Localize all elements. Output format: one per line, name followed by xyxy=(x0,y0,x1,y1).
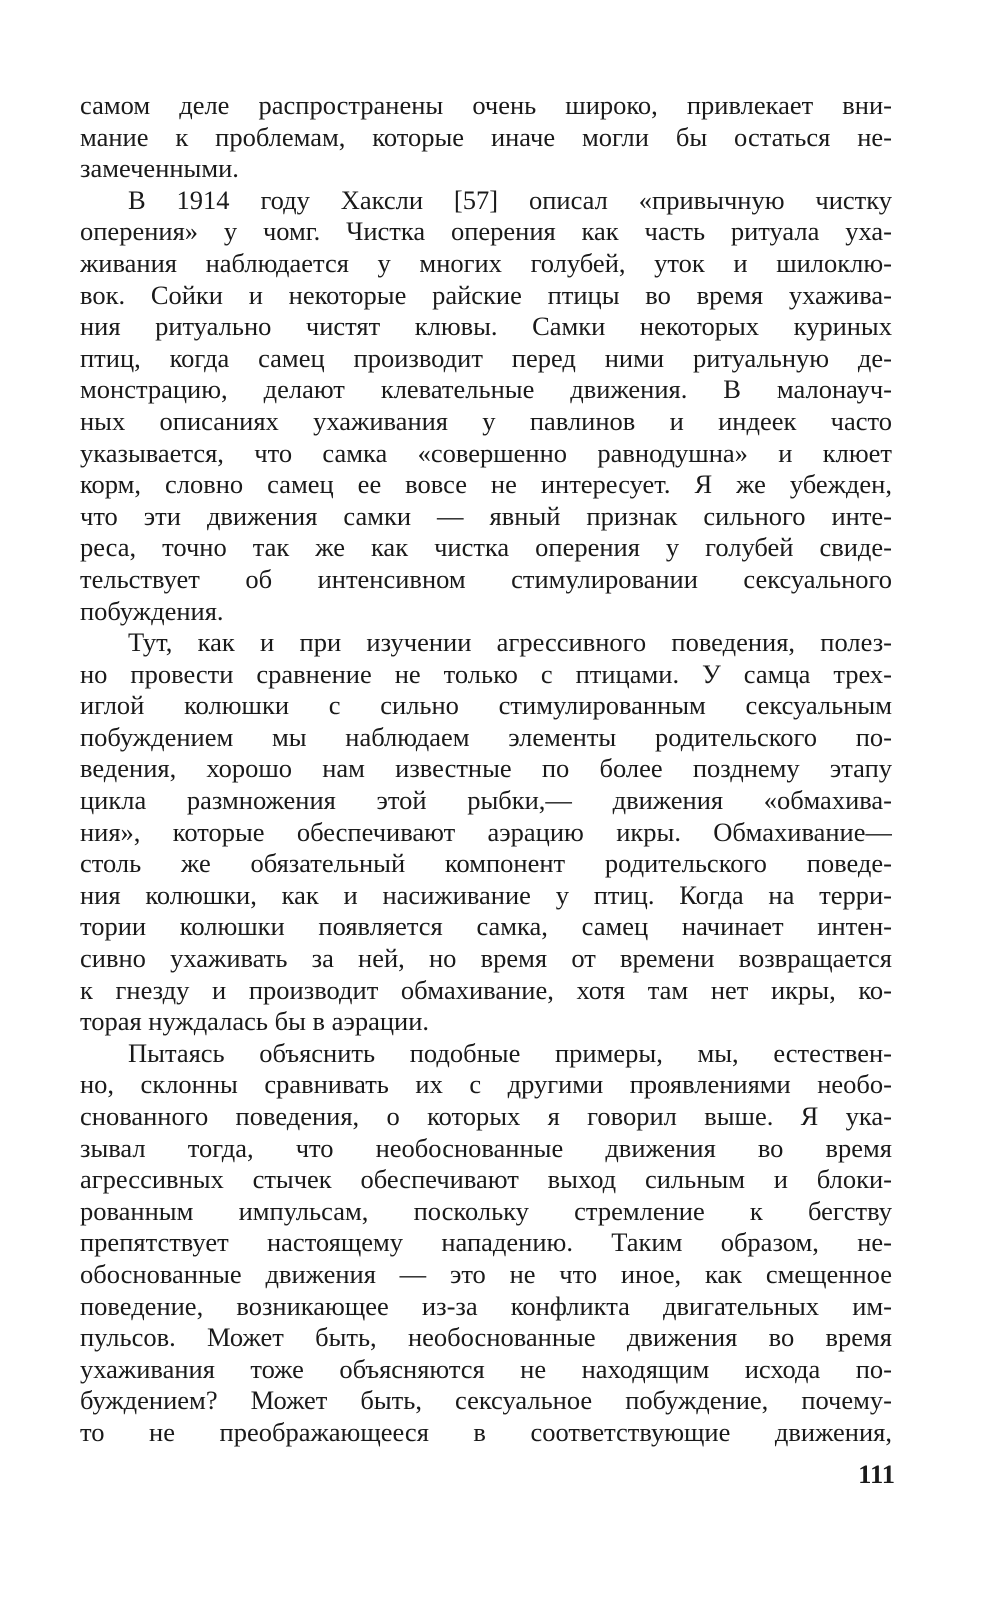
text-line: оперения» у чомг. Чистка оперения как часть ритуала уха- xyxy=(80,216,892,247)
text-line: обоснованные движения — это не что иное, как смещенное xyxy=(80,1258,892,1289)
text-line: вок. Сойки и некоторые райские птицы во время ухажива- xyxy=(80,279,892,310)
paragraph-start-line: В 1914 году Хаксли [57] описал «привычную чистку xyxy=(128,184,892,215)
text-line: ных описаниях ухаживания у павлинов и индеек часто xyxy=(80,405,892,436)
text-line: тории колюшки появляется самка, самец начинает интен- xyxy=(80,911,892,942)
text-line: рованным импульсам, поскольку стремление к бегству xyxy=(80,1195,892,1226)
text-line: что эти движения самки — явный признак сильного инте- xyxy=(80,500,892,531)
text-line: буждением? Может быть, сексуальное побуждение, почему- xyxy=(80,1385,892,1416)
text-line: поведение, возникающее из-за конфликта двигательных им- xyxy=(80,1290,892,1321)
text-line: торая нуждалась бы в аэрации. xyxy=(80,1006,430,1037)
text-line: самом деле распространены очень широко, привлекает вни- xyxy=(80,90,892,120)
text-line: ния колюшки, как и насиживание у птиц. Когда на терри- xyxy=(80,879,892,910)
text-line: указывается, что самка «совершенно равнодушна» и клюет xyxy=(80,437,892,468)
text-line: но, склонны сравнивать их с другими проявлениями необо- xyxy=(80,1069,892,1100)
text-line: ния ритуально чистят клювы. Самки некоторых куриных xyxy=(80,311,892,342)
text-line: препятствует настоящему нападению. Таким образом, не- xyxy=(80,1227,892,1258)
text-line: то не преображающееся в соответствующие движения, xyxy=(80,1416,892,1447)
text-line: замеченными. xyxy=(80,153,239,184)
text-line: ния», которые обеспечивают аэрацию икры. Обмахивание— xyxy=(80,816,892,847)
text-line: пульсов. Может быть, необоснованные движения во время xyxy=(80,1322,892,1353)
text-line: но провести сравнение не только с птицами. У самца трех- xyxy=(80,658,892,689)
text-line: ведения, хорошо нам известные по более позднему этапу xyxy=(80,753,892,784)
text-line: побуждения. xyxy=(80,595,224,626)
text-line: птиц, когда самец производит перед ними ритуальную де- xyxy=(80,342,892,373)
body-text xyxy=(80,90,892,1449)
text-line: реса, точно так же как чистка оперения у голубей свиде- xyxy=(80,532,892,563)
text-line: сивно ухаживать за ней, но время от времени возвращается xyxy=(80,943,892,974)
paragraph-start-line: Пытаясь объяснить подобные примеры, мы, естествен- xyxy=(128,1037,892,1068)
text-line: зывал тогда, что необоснованные движения во время xyxy=(80,1132,892,1163)
text-line: побуждением мы наблюдаем элементы родительского по- xyxy=(80,721,892,752)
text-line: цикла размножения этой рыбки,— движения «обмахива- xyxy=(80,785,892,816)
text-line: иглой колюшки с сильно стимулированным сексуальным xyxy=(80,690,892,721)
text-line: корм, словно самец ее вовсе не интересует. Я же убежден, xyxy=(80,469,892,500)
text-line: живания наблюдается у многих голубей, уток и шилоклю- xyxy=(80,247,892,278)
text-line: мание к проблемам, которые иначе могли бы остаться не- xyxy=(80,121,892,152)
text-line: монстрацию, делают клевательные движения. В малонауч- xyxy=(80,374,892,405)
text-line: столь же обязательный компонент родительского поведе- xyxy=(80,848,892,879)
paragraph-start-line: Тут, как и при изучении агрессивного поведения, полез- xyxy=(128,627,892,658)
page-number: 111 xyxy=(858,1459,895,1489)
text-line: снованного поведения, о которых я говорил выше. Я ука- xyxy=(80,1101,892,1131)
text-line: агрессивных стычек обеспечивают выход сильным и блоки- xyxy=(80,1164,892,1195)
text-line: ухаживания тоже объясняются не находящим исхода по- xyxy=(80,1353,892,1384)
text-line: к гнезду и производит обмахивание, хотя там нет икры, ко- xyxy=(80,974,892,1005)
text-line: тельствует об интенсивном стимулировании сексуального xyxy=(80,563,892,594)
